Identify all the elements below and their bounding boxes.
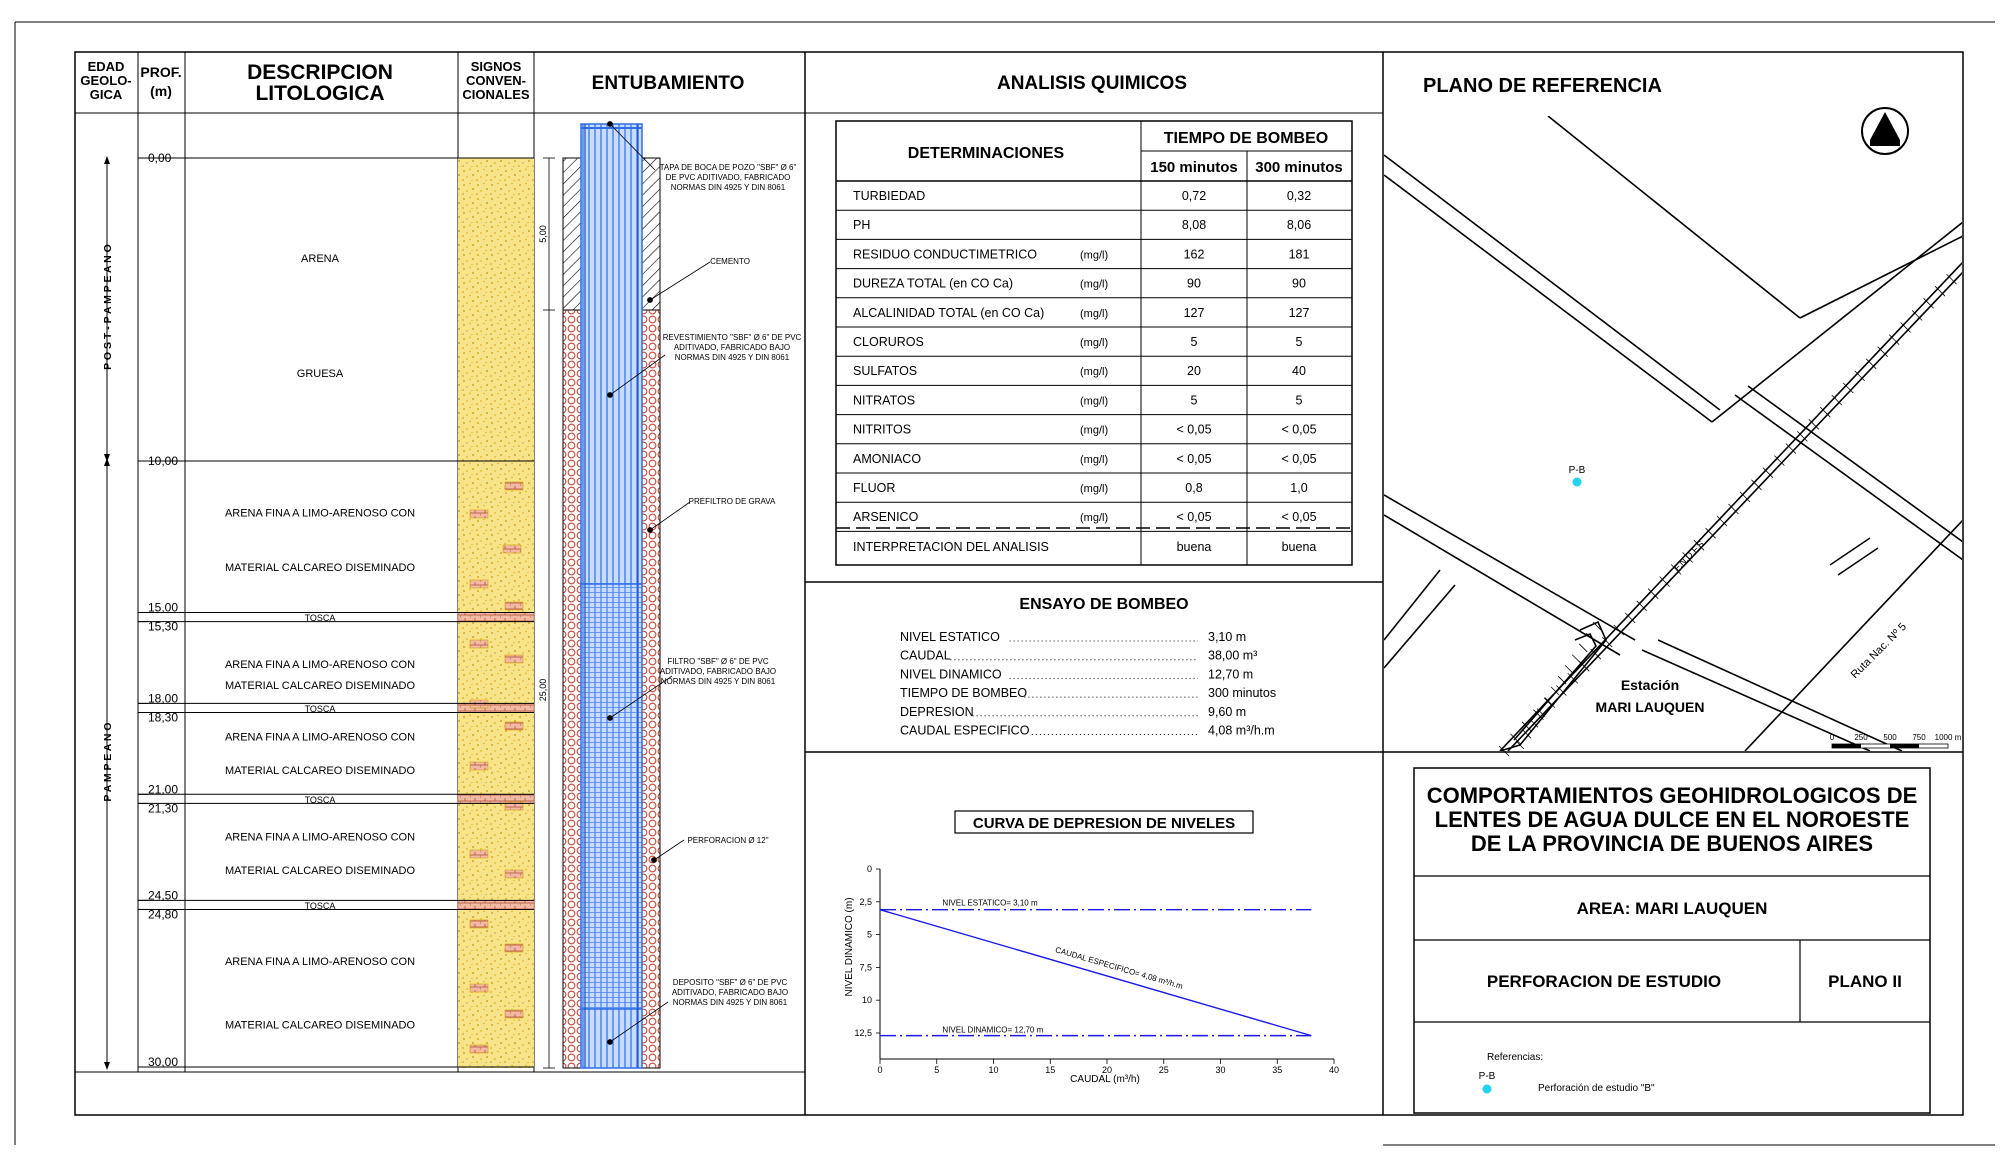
- chem-name: RESIDUO CONDUCTIMETRICO: [853, 247, 1038, 262]
- ensayo-value: 38,00 m³: [1208, 648, 1258, 663]
- pumping-test: [900, 596, 1276, 738]
- ensayo-rows: [900, 630, 1276, 738]
- x-tick-label: 15: [1045, 1065, 1056, 1075]
- note-filtro-1: FILTRO "SBF" Ø 6" DE PVC: [667, 657, 769, 666]
- series-caudal-especifico: [880, 910, 1311, 1036]
- header-prof-1: PROF.: [140, 64, 182, 80]
- calcareous-nodule: [470, 850, 488, 858]
- depth-label: 21,00: [148, 782, 179, 797]
- chem-name: DUREZA TOTAL (en CO Ca): [853, 276, 1013, 291]
- chem-interp-150: buena: [1176, 540, 1212, 554]
- header-signos-2: CONVEN-: [466, 73, 526, 88]
- calcareous-nodule: [470, 700, 488, 708]
- chem-name: ARSENICO: [853, 510, 919, 525]
- chem-value-150: 20: [1187, 364, 1201, 379]
- depth-label: 24,50: [148, 888, 179, 903]
- chem-value-300: 0,32: [1286, 189, 1312, 203]
- ref-title: Referencias:: [1487, 1052, 1544, 1063]
- chem-value-150: 5: [1190, 393, 1198, 408]
- casing-pipe-blind: [581, 124, 642, 584]
- gravel-right: [642, 310, 660, 1068]
- well-log: [102, 151, 534, 1070]
- calcareous-nodule: [470, 580, 488, 588]
- calcareous-nodule: [505, 722, 523, 730]
- dim-total-length: 25,00: [538, 678, 548, 702]
- tosca-layer: [458, 900, 534, 909]
- lithology-label: MATERIAL CALCAREO DISEMINADO: [224, 865, 416, 878]
- chem-value-300: < 0,05: [1281, 422, 1317, 437]
- depth-label: 0,00: [148, 151, 172, 165]
- calcareous-nodule: [505, 1010, 523, 1018]
- header-edad-3: GICA: [89, 87, 123, 102]
- chem-value-300: 5: [1295, 393, 1303, 408]
- scale-1000: 1000 m: [1934, 733, 1962, 742]
- chem-name: PH: [853, 218, 871, 233]
- header-signos-1: SIGNOS: [470, 59, 522, 74]
- chem-unit: (mg/l): [1080, 278, 1109, 291]
- title-plano: PLANO II: [1828, 972, 1902, 991]
- chem-value-300: < 0,05: [1281, 510, 1317, 525]
- note-prefiltro: PREFILTRO DE GRAVA: [688, 497, 776, 506]
- dim-cement-length: 5,00: [538, 225, 548, 243]
- chem-name: FLUOR: [853, 481, 896, 495]
- chemical-analysis-table: [836, 121, 1352, 565]
- calcareous-nodule: [470, 1045, 488, 1053]
- chem-value-300: 90: [1292, 276, 1306, 291]
- lithology-label: MATERIAL CALCAREO DISEMINADO: [224, 562, 416, 575]
- title-line-3: DE LA PROVINCIA DE BUENOS AIRES: [1470, 831, 1874, 856]
- chem-value-300: 127: [1288, 305, 1310, 320]
- casing-filter: [581, 584, 642, 1009]
- note-revestimiento-2: ADITIVADO, FABRICADO BAJO: [673, 343, 791, 352]
- casing-diagram: [538, 122, 802, 1069]
- chem-interp-label: INTERPRETACION DEL ANALISIS: [853, 540, 1049, 554]
- chem-value-150: 162: [1183, 247, 1205, 262]
- header-signos-3: CIONALES: [462, 87, 530, 102]
- chem-value-300: 5: [1295, 335, 1303, 349]
- age-pampeano: P A M P E A N O: [102, 722, 114, 802]
- depth-labels: [148, 151, 178, 1069]
- y-tick-label: 5: [866, 929, 872, 940]
- lithology-label: MATERIAL CALCAREO DISEMINADO: [224, 680, 416, 693]
- depth-label: 24,80: [148, 907, 179, 922]
- chem-header-determinaciones: DETERMINACIONES: [907, 145, 1065, 162]
- rail-label: F.N.D.F.S.: [1672, 537, 1708, 573]
- tosca-layer: [458, 703, 534, 712]
- ensayo-label: CAUDAL: [900, 648, 951, 663]
- lithology-label: TOSCA: [304, 613, 336, 624]
- note-revestimiento-3: NORMAS DIN 4925 Y DIN 8061: [674, 353, 790, 362]
- title-line-2: LENTES DE AGUA DULCE EN EL NOROESTE: [1434, 807, 1910, 832]
- title-line-1: COMPORTAMIENTOS GEOHIDROLOGICOS DE: [1426, 783, 1918, 808]
- label-nivel-dinamico: NIVEL DINAMICO= 12,70 m: [942, 1025, 1044, 1035]
- casing-deposit: [581, 1009, 642, 1068]
- title-perforacion: PERFORACION DE ESTUDIO: [1486, 972, 1722, 991]
- column-headers: [80, 59, 1662, 105]
- well-pb-label: P-B: [1568, 465, 1586, 476]
- lithology-label: ARENA FINA A LIMO-ARENOSO CON: [224, 507, 416, 520]
- ensayo-value: 9,60 m: [1208, 704, 1247, 719]
- reference-map: [1384, 108, 1963, 756]
- chem-value-300: 40: [1292, 364, 1306, 379]
- note-revestimiento-1: REVESTIMIENTO "SBF" Ø 6" DE PVC: [662, 333, 802, 342]
- x-tick-label: 30: [1215, 1065, 1226, 1075]
- note-deposito-2: ADITIVADO, FABRICADO BAJO: [671, 988, 789, 997]
- chem-header-tiempo: TIEMPO DE BOMBEO: [1163, 130, 1329, 147]
- lithology-label: MATERIAL CALCAREO DISEMINADO: [224, 765, 416, 778]
- ensayo-label: CAUDAL ESPECIFICO: [900, 723, 1030, 738]
- chem-header-150: 150 minutos: [1150, 159, 1238, 176]
- y-tick-label: 12,5: [854, 1028, 872, 1038]
- calcareous-nodule: [470, 762, 488, 770]
- chart-axes: [854, 864, 1339, 1075]
- calcareous-nodule: [470, 984, 488, 992]
- chem-name: NITRITOS: [853, 422, 912, 437]
- chem-value-150: < 0,05: [1176, 451, 1212, 466]
- calcareous-nodule: [505, 602, 523, 610]
- note-filtro-2: ADITIVADO, FABRICADO BAJO: [659, 667, 777, 676]
- lithology-label: TOSCA: [304, 703, 336, 714]
- ensayo-label: NIVEL DINAMICO: [900, 667, 1002, 682]
- lithology-label: GRUESA: [296, 368, 344, 381]
- depth-label: 18,30: [148, 710, 179, 725]
- calcareous-nodule: [505, 870, 523, 878]
- header-descripcion-2: LITOLOGICA: [255, 82, 385, 105]
- ref-text: Perforación de estudio "B": [1538, 1083, 1655, 1094]
- ensayo-value: 300 minutos: [1208, 686, 1277, 701]
- ensayo-value: 3,10 m: [1208, 630, 1247, 644]
- chem-unit: (mg/l): [1080, 512, 1109, 525]
- chem-name: ALCALINIDAD TOTAL (en CO Ca): [853, 305, 1045, 320]
- chart-title: CURVA DE DEPRESION DE NIVELES: [972, 815, 1236, 832]
- chem-value-150: 90: [1187, 276, 1201, 291]
- lithology-label: ARENA FINA A LIMO-ARENOSO CON: [224, 955, 416, 968]
- scale-750: 750: [1912, 733, 1926, 742]
- chem-value-300: 1,0: [1290, 481, 1308, 495]
- chart-ylabel: NIVEL DINAMICO (m): [844, 897, 855, 997]
- chem-interp-300: buena: [1281, 540, 1317, 554]
- note-filtro-3: NORMAS DIN 4925 Y DIN 8061: [660, 677, 776, 686]
- depth-label: 18,00: [148, 691, 179, 706]
- rail-ties: [1499, 274, 1957, 756]
- note-cemento: CEMENTO: [710, 257, 750, 266]
- y-tick-label: 7,5: [859, 962, 872, 973]
- lithology-label: TOSCA: [304, 900, 336, 911]
- lithology-label: ARENA FINA A LIMO-ARENOSO CON: [224, 731, 416, 744]
- north-arrow-icon: [1862, 108, 1908, 154]
- lithology-label: ARENA FINA A LIMO-ARENOSO CON: [224, 831, 416, 844]
- chart-series: [880, 899, 1311, 1036]
- calcareous-nodule: [505, 482, 523, 490]
- label-caudal-especifico: CAUDAL ESPECIFICO= 4,08 m³/h.m: [1054, 945, 1184, 992]
- chem-value-150: 0,8: [1185, 481, 1203, 495]
- chem-value-150: 127: [1183, 305, 1205, 320]
- station-label-1: Estación: [1620, 677, 1680, 693]
- chem-value-150: < 0,05: [1176, 422, 1212, 437]
- header-prof-2: (m): [150, 83, 172, 99]
- header-plano-ref: PLANO DE REFERENCIA: [1423, 75, 1662, 97]
- note-deposito-1: DEPOSITO "SBF" Ø 6" DE PVC: [672, 978, 788, 987]
- chem-unit: (mg/l): [1080, 483, 1109, 495]
- note-deposito-3: NORMAS DIN 4925 Y DIN 8061: [672, 998, 788, 1007]
- depth-label: 10,00: [148, 454, 179, 468]
- chem-name: NITRATOS: [853, 393, 916, 408]
- x-tick-label: 40: [1328, 1065, 1340, 1075]
- chem-name: CLORUROS: [853, 335, 924, 349]
- note-tapa-1: TAPA DE BOCA DE POZO "SBF" Ø 6": [659, 163, 797, 172]
- label-nivel-estatico: NIVEL ESTATICO= 3,10 m: [942, 898, 1038, 908]
- x-tick-label: 20: [1101, 1065, 1113, 1075]
- chem-value-300: < 0,05: [1281, 451, 1317, 466]
- y-tick-label: 10: [861, 995, 872, 1006]
- header-descripcion-1: DESCRIPCION: [247, 61, 393, 84]
- x-tick-label: 25: [1158, 1065, 1169, 1075]
- note-tapa-3: NORMAS DIN 4925 Y DIN 8061: [670, 183, 786, 192]
- chem-value-150: 5: [1190, 335, 1198, 349]
- chem-unit: (mg/l): [1080, 337, 1109, 349]
- map-scale-bar: [1830, 733, 1962, 748]
- station-label-2: MARI LAUQUEN: [1595, 699, 1705, 715]
- y-tick-label: 0: [866, 864, 872, 874]
- calcareous-nodule: [505, 944, 523, 952]
- depth-label: 21,30: [148, 801, 179, 816]
- chem-unit: (mg/l): [1080, 453, 1109, 466]
- depth-label: 30,00: [148, 1055, 179, 1069]
- header-edad-1: EDAD: [87, 59, 125, 74]
- chem-rows: [836, 189, 1352, 531]
- chem-unit: (mg/l): [1080, 395, 1109, 408]
- note-perforacion: PERFORACION Ø 12": [687, 836, 769, 845]
- lithology-label: MATERIAL CALCAREO DISEMINADO: [224, 1019, 416, 1032]
- calcareous-nodule: [470, 510, 488, 518]
- cement-right: [642, 158, 660, 310]
- age-post-pampeano: P O S T - P A M P E A N O: [102, 244, 114, 370]
- chem-name: SULFATOS: [853, 364, 918, 379]
- ref-symbol-marker: [1483, 1085, 1492, 1094]
- lithology-label: ARENA: [301, 252, 339, 265]
- ensayo-label: NIVEL ESTATICO: [900, 630, 1000, 644]
- cement-left: [563, 158, 581, 310]
- chem-unit: (mg/l): [1080, 424, 1109, 437]
- calcareous-nodule: [470, 640, 488, 648]
- ensayo-value: 12,70 m: [1208, 667, 1254, 682]
- chart-xlabel: CAUDAL (m³/h): [1070, 1074, 1140, 1085]
- well-pb-marker[interactable]: [1573, 478, 1582, 487]
- chem-unit: (mg/l): [1080, 307, 1109, 320]
- note-tapa-2: DE PVC ADITIVADO, FABRICADO: [665, 173, 791, 182]
- title-area: AREA: MARI LAUQUEN: [1576, 899, 1768, 918]
- chem-value-300: 8,06: [1286, 218, 1312, 233]
- header-edad-2: GEOLO-: [80, 73, 132, 88]
- chem-name: TURBIEDAD: [853, 189, 926, 203]
- y-tick-label: 2,5: [859, 896, 872, 907]
- tosca-layer: [458, 613, 534, 622]
- depth-label: 15,00: [148, 600, 179, 615]
- chem-unit: (mg/l): [1080, 249, 1109, 262]
- chem-value-150: 0,72: [1181, 189, 1207, 203]
- depth-label: 15,30: [148, 619, 179, 634]
- ensayo-label: TIEMPO DE BOMBEO: [900, 686, 1028, 701]
- lithology-labels: [225, 253, 416, 1032]
- ref-symbol-label: P-B: [1478, 1071, 1496, 1082]
- chem-unit: (mg/l): [1080, 366, 1109, 379]
- x-tick-label: 0: [877, 1065, 883, 1075]
- chem-header-300: 300 minutos: [1255, 159, 1343, 176]
- ensayo-title: ENSAYO DE BOMBEO: [1019, 596, 1189, 613]
- x-tick-label: 35: [1272, 1065, 1283, 1075]
- gravel-left: [563, 310, 581, 1068]
- x-tick-label: 5: [934, 1065, 940, 1075]
- chem-value-150: < 0,05: [1176, 510, 1212, 525]
- lithology-label: TOSCA: [304, 794, 336, 805]
- ensayo-label: DEPRESION: [900, 704, 974, 719]
- header-analisis: ANALISIS QUIMICOS: [996, 73, 1188, 94]
- calcareous-nodule: [503, 545, 521, 553]
- chem-value-150: 8,08: [1181, 218, 1207, 233]
- chem-value-300: 181: [1288, 247, 1310, 262]
- scale-0: 0: [1829, 733, 1835, 742]
- road-label: Ruta Nac. Nº 5: [1848, 620, 1909, 681]
- x-tick-label: 10: [988, 1065, 999, 1075]
- calcareous-nodule: [505, 655, 523, 663]
- calcareous-nodule: [470, 920, 488, 928]
- chem-name: AMONIACO: [853, 451, 922, 466]
- header-entubamiento: ENTUBAMIENTO: [591, 73, 745, 94]
- ensayo-value: 4,08 m³/h.m: [1208, 723, 1275, 738]
- scale-500: 500: [1883, 733, 1897, 742]
- lithology-label: ARENA FINA A LIMO-ARENOSO CON: [224, 659, 416, 672]
- title-block: [1414, 768, 1930, 1113]
- depression-chart: [844, 811, 1339, 1085]
- scale-250: 250: [1854, 733, 1868, 742]
